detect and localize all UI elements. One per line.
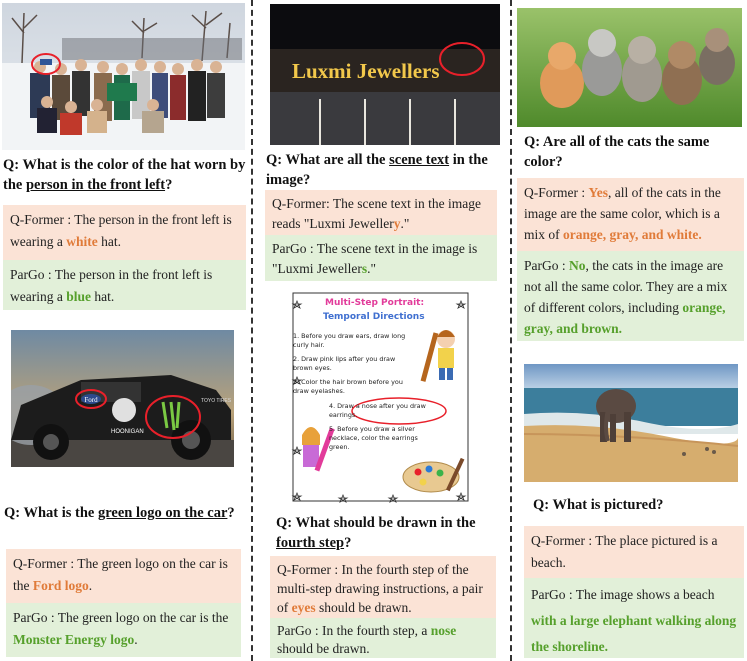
- snow-group-photo: [2, 3, 245, 150]
- question-scene-text: Q: What are all the scene text in the image?: [266, 152, 488, 188]
- kittens-photo: [517, 8, 742, 127]
- worksheet-title-2: Temporal Directions: [323, 312, 425, 322]
- race-car-photo: [11, 330, 234, 467]
- question-cats-color: Q: Are all of the cats the same color?: [524, 134, 710, 170]
- beach-elephant-photo: [524, 364, 738, 482]
- worksheet-step-3: 3. Color the hair brown before you draw eyelashes.: [293, 378, 403, 395]
- hoonigan-text: HOONIGAN: [111, 429, 144, 435]
- qformer-answer-cats: Q-Former : Yes, all of the cats in the image are the same color, which is a mix of orange, gray, and white.: [517, 178, 744, 251]
- qformer-answer-logo: Q-Former : The green logo on the car is the Ford logo.: [6, 549, 241, 603]
- jewellers-sign-photo: [270, 4, 500, 145]
- worksheet-steps: [293, 332, 426, 452]
- column-divider-2: [510, 0, 512, 661]
- pargo-answer-scene-text: ParGo : The scene text in the image is "Luxmi Jewellers.": [265, 235, 497, 281]
- sign-text: Luxmi Jewellers: [292, 59, 440, 83]
- pargo-answer-logo: ParGo : The green logo on the car is the Monster Energy logo.: [6, 603, 241, 657]
- worksheet-step-2: 2. Draw pink lips after you draw brown eyes.: [293, 355, 396, 372]
- pargo-answer-pictured: ParGo : The image shows a beach with a large elephant walking along the shoreline.: [524, 578, 744, 658]
- pargo-answer-hat: ParGo : The person in the front left is wearing a blue hat.: [3, 260, 246, 310]
- qformer-answer-hat: Q-Former : The person in the front left is wearing a white hat.: [3, 205, 246, 260]
- worksheet-step-5: 5. Before you draw a silver necklace, color the earrings green.: [329, 425, 418, 451]
- qformer-answer-fourth-step: Q-Former : In the fourth step of the multi-step drawing instructions, a pair of eyes should be drawn.: [270, 556, 496, 618]
- question-what-pictured: Q: What is pictured?: [533, 497, 664, 513]
- pargo-answer-fourth-step: ParGo : In the fourth step, a nose should be drawn.: [270, 618, 496, 658]
- worksheet-step-4: 4. Draw a nose after you draw earrings.: [329, 402, 426, 419]
- question-hat-color: Q: What is the color of the hat worn by the person in the front left?: [3, 157, 246, 193]
- qformer-answer-pictured: Q-Former : The place pictured is a beach.: [524, 526, 744, 578]
- qformer-answer-scene-text: Q-Former: The scene text in the image reads "Luxmi Jewellery.": [265, 190, 497, 235]
- column-divider-1: [251, 0, 253, 661]
- portrait-worksheet: [283, 287, 478, 509]
- toyo-text: TOYO TIRES: [201, 398, 232, 404]
- ford-badge-text: Ford: [84, 396, 98, 404]
- worksheet-title-1: Multi-Step Portrait:: [325, 298, 425, 308]
- question-green-logo: Q: What is the green logo on the car?: [4, 505, 235, 521]
- worksheet-step-1: 1. Before you draw ears, draw long curly hair.: [293, 332, 406, 349]
- question-fourth-step: Q: What should be drawn in the fourth step?: [276, 515, 476, 551]
- pargo-answer-cats: ParGo : No, the cats in the image are not all the same color. They are a mix of different colors, including orange, gray, and brown.: [517, 251, 744, 341]
